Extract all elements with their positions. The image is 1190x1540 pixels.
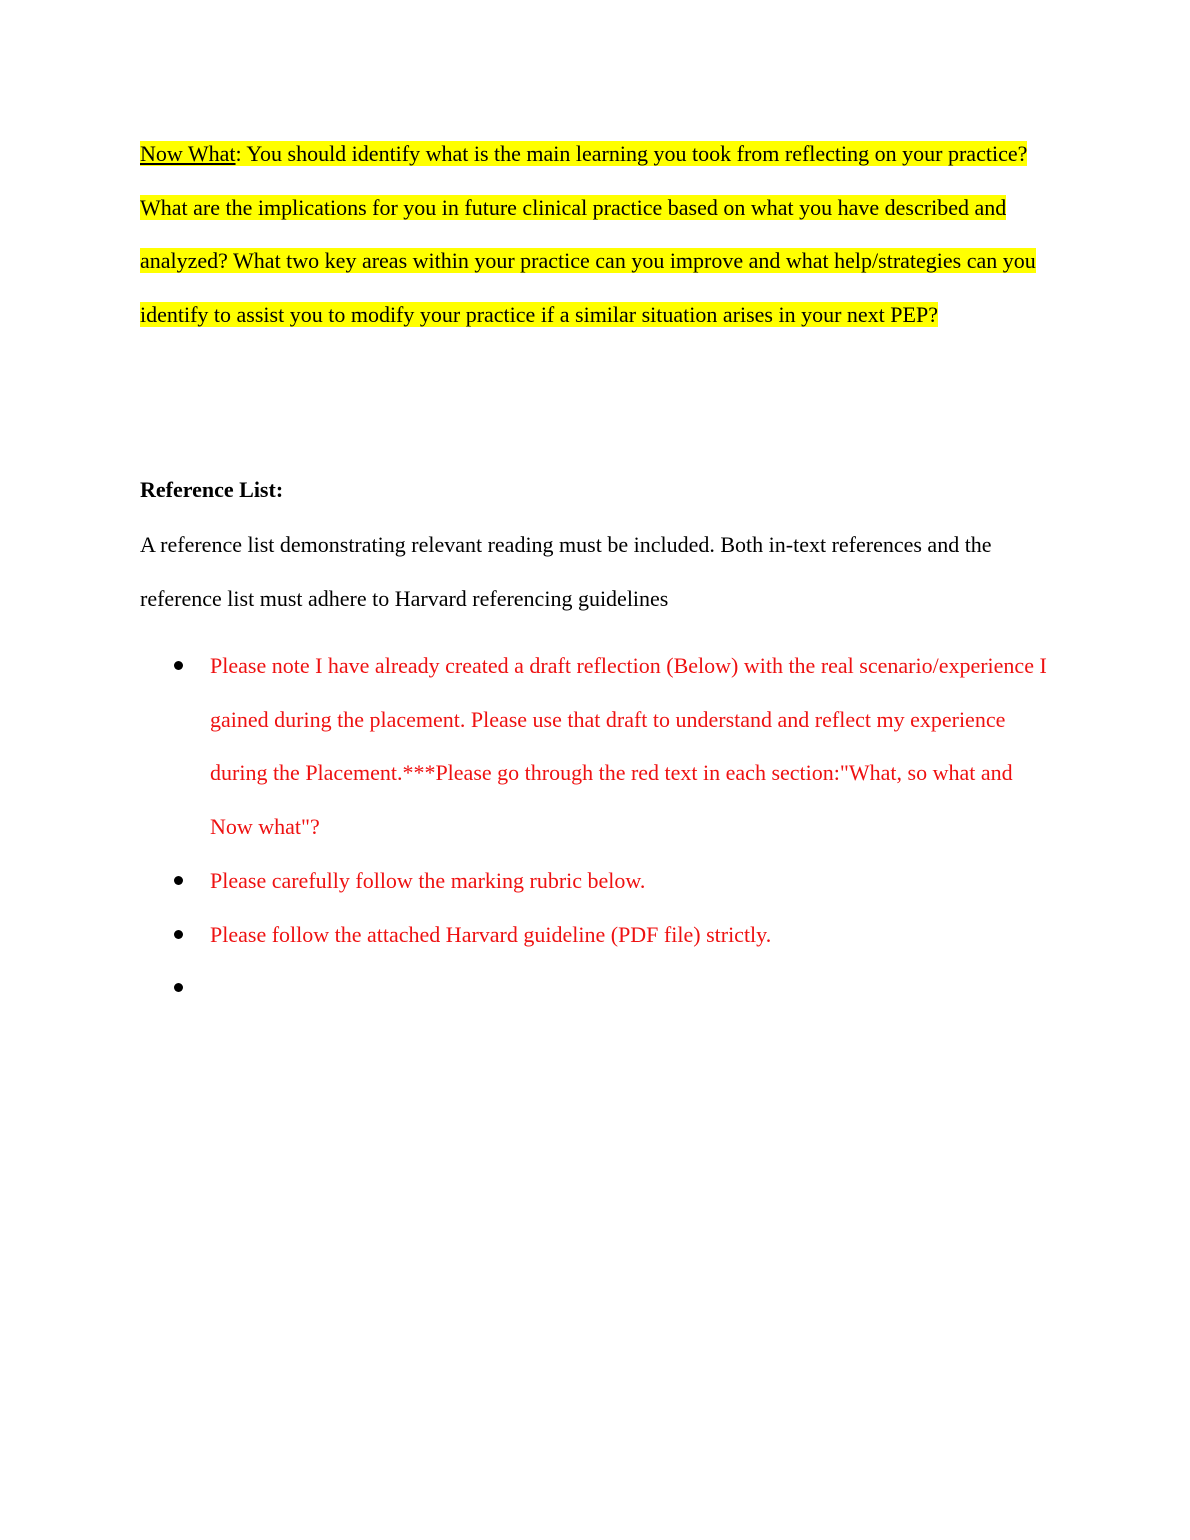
bullet-icon xyxy=(174,983,183,992)
list-item xyxy=(140,908,1060,962)
now-what-highlight xyxy=(140,141,1036,327)
list-item xyxy=(140,961,1060,1015)
note-text: Please note I have already created a draft reflection (Below) with the real scenario/experience I gained during the placement. Please use that draft to understand and reflect my experience during the Placement.***Please go through the red text in each section:"What, so what and Now what"? xyxy=(210,653,1047,840)
now-what-paragraph xyxy=(140,127,1060,342)
now-what-label: Now What xyxy=(140,141,236,166)
notes-list xyxy=(140,639,1060,1015)
reference-list-body: A reference list demonstrating relevant reading must be included. Both in-text references and the reference list must adhere to Harvard referencing guidelines xyxy=(140,532,992,611)
reference-list-heading: Reference List: xyxy=(140,477,284,502)
bullet-icon xyxy=(174,661,183,670)
note-text: Please follow the attached Harvard guideline (PDF file) strictly. xyxy=(210,921,772,947)
bullet-icon xyxy=(174,930,183,939)
list-item xyxy=(140,639,1060,854)
note-text: Please carefully follow the marking rubric below. xyxy=(210,867,646,893)
bullet-icon xyxy=(174,876,183,885)
list-item xyxy=(140,854,1060,908)
now-what-text: : You should identify what is the main learning you took from reflecting on your practice? What are the implications for you in future clinical practice based on what you have described and analyzed? What two key areas within your practice can you improve and what help/strategies can you identify to assist you to modify your practice if a similar situation arises in your next PEP? xyxy=(140,141,1036,328)
